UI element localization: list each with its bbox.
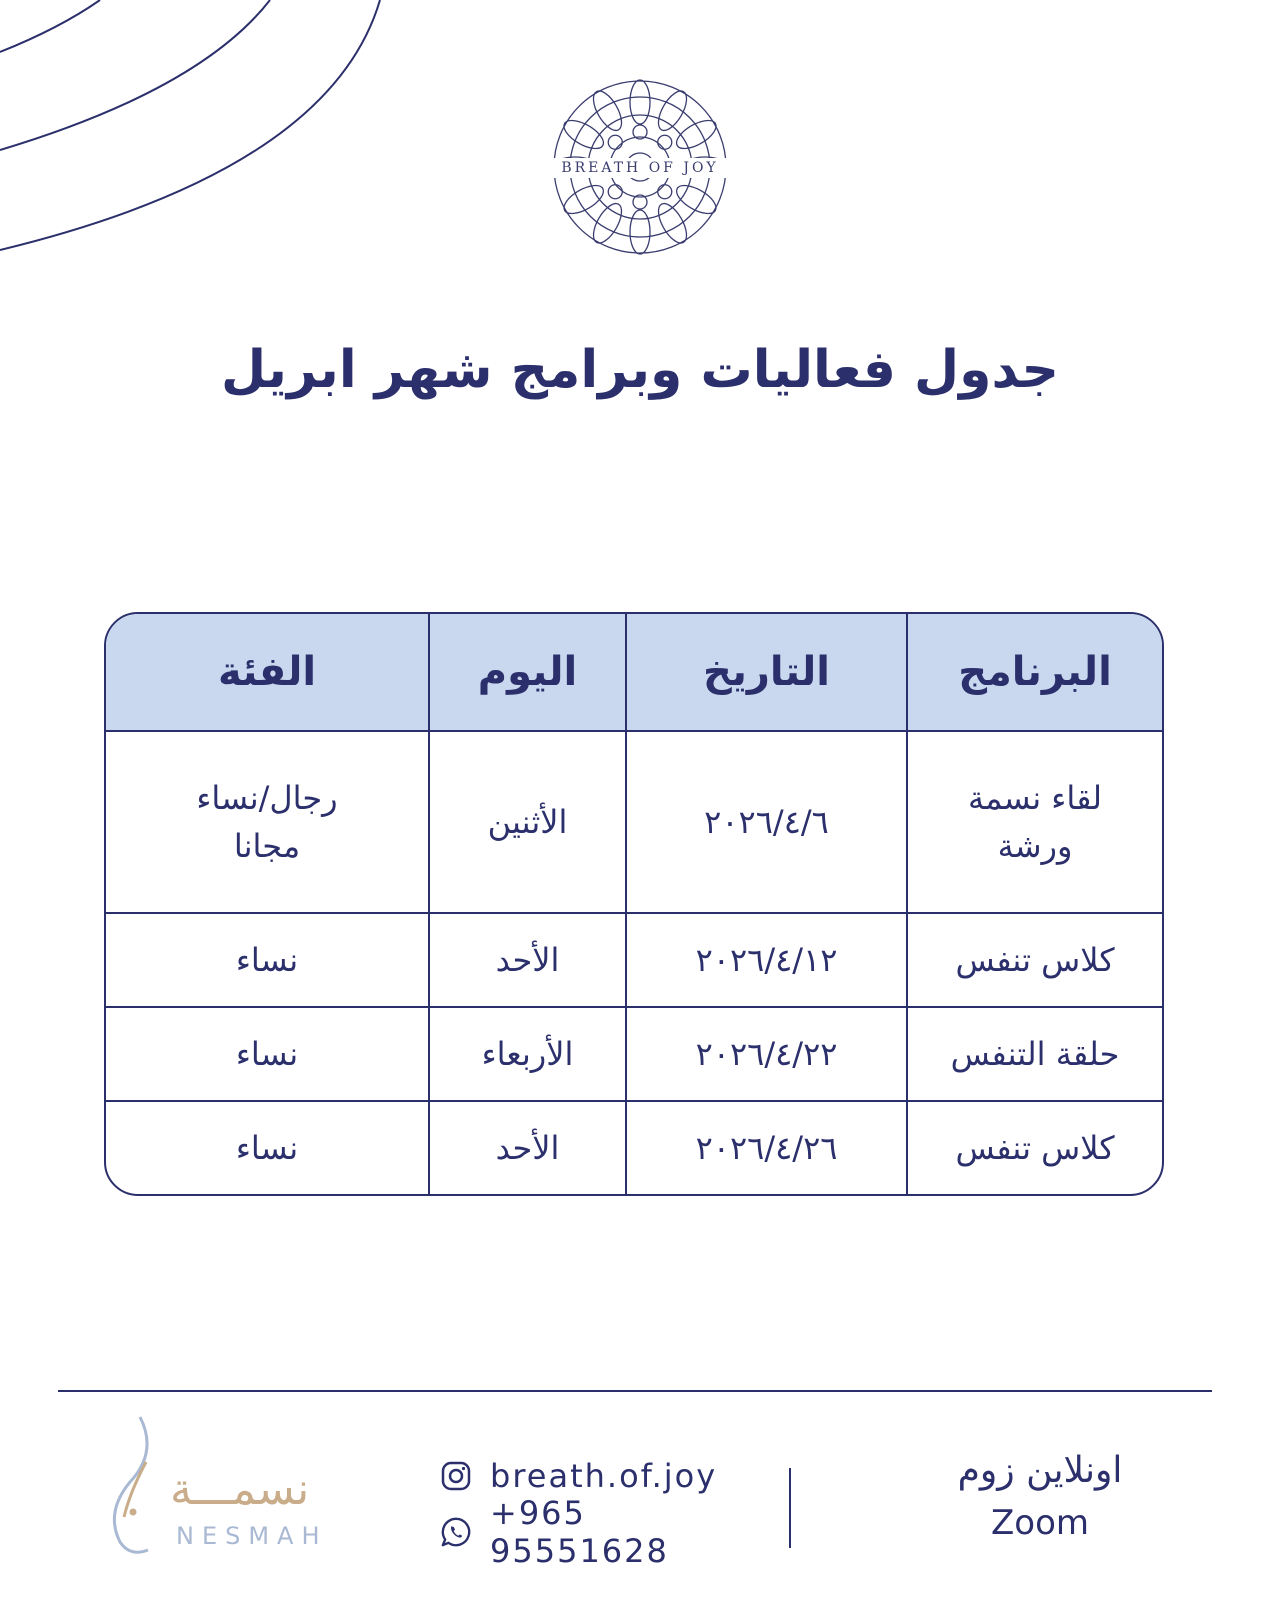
decorative-arcs: [0, 0, 400, 260]
table-header-row: [106, 614, 1162, 731]
cell-date: ٢٠٢٦/٤/٦: [626, 731, 907, 913]
footer-divider: [58, 1390, 1212, 1392]
location-ar: اونلاين زوم: [957, 1450, 1123, 1491]
cell-day: الأحد: [429, 913, 626, 1007]
footer-vertical-divider: [789, 1468, 791, 1548]
cell-category-text: رجال/نساء مجانا: [196, 778, 338, 865]
cell-program-text: لقاء نسمة ورشة: [967, 778, 1102, 865]
schedule-table: [104, 612, 1164, 1196]
logo-text: BREATH OF JOY: [545, 158, 735, 178]
whatsapp-icon: [440, 1515, 472, 1549]
table-row: [106, 1101, 1162, 1194]
cell-program: كلاس تنفس: [907, 913, 1162, 1007]
cell-category: نساء: [106, 913, 429, 1007]
cell-day: الأربعاء: [429, 1007, 626, 1101]
cell-date: ٢٠٢٦/٤/١٢: [626, 913, 907, 1007]
instagram-handle[interactable]: breath.of.joy: [490, 1457, 718, 1495]
cell-day: الأثنين: [429, 731, 626, 913]
cell-program: حلقة التنفس: [907, 1007, 1162, 1101]
header-date: التاريخ: [626, 614, 907, 731]
table-row: [106, 731, 1162, 913]
nesmah-english: NESMAH: [176, 1522, 328, 1550]
cell-date: ٢٠٢٦/٤/٢٢: [626, 1007, 907, 1101]
instagram-icon: [440, 1460, 472, 1492]
location-en: Zoom: [990, 1503, 1089, 1543]
cell-category: نساء: [106, 1007, 429, 1101]
table-row: [106, 1007, 1162, 1101]
phone-number[interactable]: +965 95551628: [490, 1494, 669, 1570]
cell-category: نساء: [106, 1101, 429, 1194]
nesmah-arabic: نسمـــة: [170, 1464, 310, 1515]
table-row: [106, 913, 1162, 1007]
header-category: الفئة: [106, 614, 429, 731]
cell-category: [106, 731, 429, 913]
location-block: [920, 1445, 1160, 1549]
whatsapp-row[interactable]: [440, 1494, 760, 1570]
cell-program: كلاس تنفس: [907, 1101, 1162, 1194]
cell-date: ٢٠٢٦/٤/٢٦: [626, 1101, 907, 1194]
cell-program: [907, 731, 1162, 913]
page-title: جدول فعاليات وبرامج شهر ابريل: [221, 340, 1059, 400]
header-day: اليوم: [429, 614, 626, 731]
contact-block: [440, 1448, 760, 1570]
cell-day: الأحد: [429, 1101, 626, 1194]
header-program: البرنامج: [907, 614, 1162, 731]
